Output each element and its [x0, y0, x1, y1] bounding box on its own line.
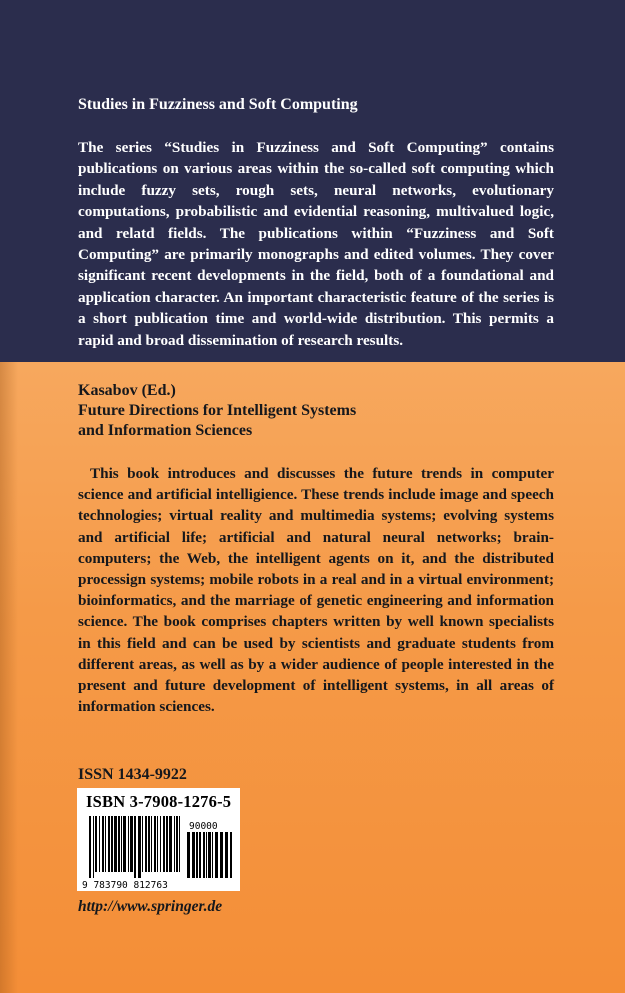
barcode-bar: [187, 832, 190, 878]
barcode-bar: [148, 816, 150, 872]
barcode-bar: [176, 816, 178, 872]
barcode-bar: [151, 816, 152, 872]
barcode-bar: [138, 816, 141, 878]
barcode-bar: [123, 816, 126, 872]
barcode-bar: [160, 816, 161, 872]
barcode-bar: [212, 832, 213, 878]
panel-edge-shadow: [0, 362, 18, 993]
addon-digits: 90000: [189, 821, 218, 832]
barcode-bar: [130, 816, 133, 872]
barcode-bar: [206, 832, 207, 878]
issn-label: ISSN 1434-9922: [78, 766, 187, 783]
barcode-box: [77, 788, 240, 891]
barcode-bar: [121, 816, 122, 872]
barcode-bar: [114, 816, 117, 872]
barcode-bar: [179, 816, 180, 872]
barcode-bar: [220, 832, 223, 878]
barcode-bar: [199, 832, 201, 878]
barcode-bar: [169, 816, 172, 872]
series-description: The series “Studies in Fuzziness and Soft Computing” contains publications on various areas within the so-called soft computing which include fuzzy sets, rough sets, neural networks, evolutionary computations, probabilistic and evidential reasoning, multivalued logic, and relatd fields. The publications within “Fuzziness and Soft Computing” are primarily monographs and edited volumes. They cover significant recent developments in the field, both of a foundational and application character. An important characteristic feature of the series is a short publication time and world-wide distribution. This permits a rapid and broad dissemination of research results.: [78, 139, 554, 349]
barcode-bar: [208, 832, 211, 878]
barcode-bar: [128, 816, 129, 872]
book-author: Kasabov (Ed.): [78, 382, 176, 399]
publisher-url[interactable]: http://www.springer.de: [78, 898, 223, 915]
ean-digits: 9 783790 812763: [82, 880, 168, 891]
barcode-bar: [95, 816, 97, 872]
barcode-bar: [215, 832, 218, 878]
barcode-bar: [196, 832, 198, 878]
series-panel: [0, 0, 625, 362]
barcode-bar: [89, 816, 91, 878]
barcode-bar: [111, 816, 113, 872]
barcode-bar: [203, 832, 205, 878]
book-panel: [0, 362, 625, 993]
barcode-bar: [192, 832, 195, 878]
barcode-bar: [118, 816, 120, 872]
book-heading: [78, 381, 558, 441]
barcode-bar: [157, 816, 158, 872]
barcode-bar: [225, 832, 228, 878]
barcode-bar: [102, 816, 104, 872]
book-description: This book introduces and discusses the future trends in computer science and artificial intelligience. These trends include image and speech technologies; virtual reality and multimedia systems; evolving systems and artificial life; artificial and natural neural networks; brain-computers; the Web, the intelligent agents on it, and the distributed processign systems; mobile robots in a real and in a virtual environment; bioinformatics, and the marriage of genetic engineering and information science. The book comprises chapters written by well known specialists in this field and can be used by scientists and graduate students from different areas, as well as by a wider audience of people interested in the present and future development of intelligent systems, in all areas of information sciences.: [78, 465, 554, 716]
barcode-bar: [174, 816, 175, 872]
barcode-bar: [105, 816, 106, 872]
barcode-bar: [230, 832, 232, 878]
barcode-bar: [154, 816, 156, 872]
barcode-bar: [134, 816, 136, 878]
book-title-line-2: and Information Sciences: [78, 422, 253, 439]
barcode-bar: [93, 816, 94, 878]
barcode-bar: [99, 816, 100, 872]
barcode-bar: [163, 816, 165, 872]
isbn-label: ISBN 3-7908-1276-5: [86, 792, 232, 811]
barcode-bar: [166, 816, 168, 872]
series-title: Studies in Fuzziness and Soft Computing: [78, 96, 358, 113]
barcode-bar: [108, 816, 110, 872]
barcode-bar: [145, 816, 147, 872]
barcode-bar: [142, 816, 143, 872]
book-title-line-1: Future Directions for Intelligent Systems: [78, 402, 357, 419]
